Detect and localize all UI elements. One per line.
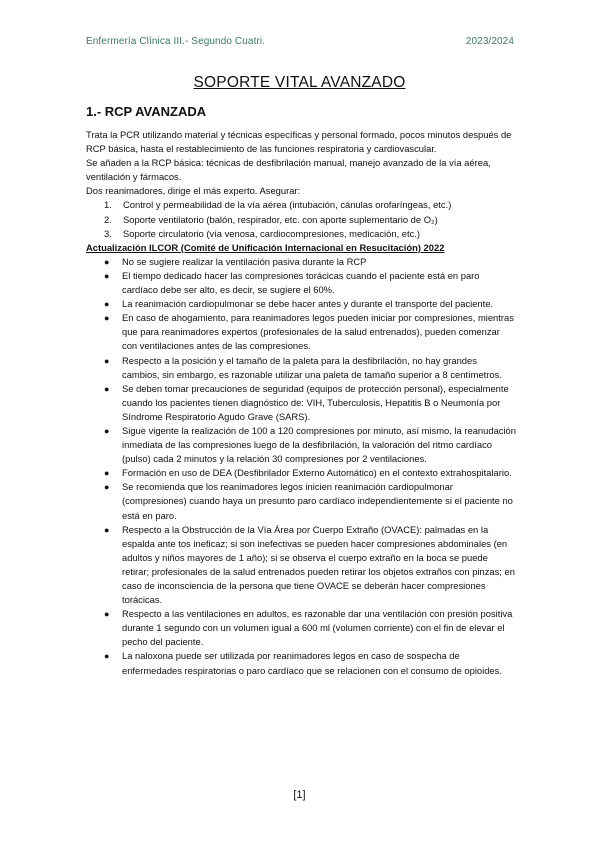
course-name: Enfermería Clínica III.- Segundo Cuatri.	[86, 36, 266, 47]
bullet-text: Formación en uso de DEA (Desfibrilador Externo Automático) en el contexto extrahospitalario.	[122, 467, 512, 479]
bullet-item	[86, 424, 516, 466]
bullet-icon: ●	[104, 313, 110, 324]
bullet-text: El tiempo dedicado hacer las compresiones torácicas cuando el paciente está en paro cardíaco debe ser alto, es decir, se sugiere el 60%.	[122, 269, 480, 296]
numbered-item	[86, 213, 516, 227]
document-title: SOPORTE VITAL AVANZADO	[193, 74, 406, 91]
bullet-icon: ●	[104, 468, 110, 479]
section-heading: 1.- RCP AVANZADA	[86, 104, 207, 119]
bullet-item	[86, 466, 516, 480]
bullet-text: Se deben tomar precauciones de seguridad (equipos de protección personal), especialmente cuando los pacientes tienen diagnóstico de: VIH, Tuberculosis, Hepatitis B o Neumonía por Síndrome Respiratorio Agudo Grave (SARS).	[122, 382, 509, 422]
bullet-list	[86, 255, 516, 678]
item-text: Soporte circulatorio (vía venosa, cardiocompresiones, medicación, etc.)	[123, 227, 421, 239]
bullet-text: La reanimación cardiopulmonar se debe hacer antes y durante el transporte del paciente.	[122, 298, 494, 310]
item-number: 1.	[104, 199, 112, 211]
page-header	[86, 36, 514, 47]
bullet-icon: ●	[104, 425, 110, 436]
page-number: [1]	[293, 789, 306, 801]
intro-paragraph-2: Se añaden a la RCP básica: técnicas de desfibrilación manual, manejo avanzado de la vía aérea, ventilación y fármacos.	[86, 157, 491, 183]
bullet-item	[86, 649, 516, 677]
academic-year: 2023/2024	[465, 36, 514, 47]
bullet-text: Respecto a la Obstrucción de la Vía Área por Cuerpo Extraño (OVACE): palmadas en la espalda ante tos ineficaz; si son inefectivas se pueden hacer compresiones abdominales (en adultos y niños mayores de 1 año); si se observa el cuerpo extraño en la boca se puede retirar; profesionales de la salud entrenados pueden retirar los objetos extraños con pinzas; en caso de inconsciencia de la persona que tiene OVACE se deberán hacer compresiones torácicas.	[122, 523, 515, 606]
bullet-icon: ●	[104, 524, 110, 535]
item-number: 2.	[104, 213, 112, 225]
update-heading: Actualización ILCOR (Comité de Unificación Internacional en Resucitación) 2022	[86, 241, 445, 253]
bullet-text: Respecto a la posición y el tamaño de la paleta para la desfibrilación, no hay grandes cambios, sin embargo, es razonable utilizar una paleta de tamaño superior a 8 centímetros.	[122, 354, 502, 380]
bullet-text: La naloxona puede ser utilizada por reanimadores legos en caso de sospecha de enfermedades respiratorias o paro cardíaco que se relacionen con el consumo de opioides.	[122, 650, 502, 676]
numbered-item	[86, 198, 516, 212]
bullet-item	[86, 255, 516, 269]
numbered-item	[86, 227, 516, 241]
intro-paragraph-3: Dos reanimadores, dirige el más experto. Asegurar:	[86, 185, 301, 197]
section-body	[86, 128, 516, 678]
bullet-icon: ●	[104, 651, 110, 662]
bullet-item	[86, 269, 516, 297]
bullet-item	[86, 523, 516, 608]
item-text: Soporte ventilatorio (balón, respirador, etc. con aporte suplementario de O₂)	[123, 213, 438, 225]
bullet-item	[86, 382, 516, 424]
intro-paragraph-1: Trata la PCR utilizando material y técnicas específicas y personal formado, pocos minutos después de RCP básica, hasta el restablecimiento de las funciones respiratoria y cardiovascular.	[86, 129, 512, 155]
bullet-text: Respecto a las ventilaciones en adultos, es razonable dar una ventilación con presión positiva durante 1 segundo con un volumen igual a 600 ml (volumen corriente) con el fin de elevar el pecho del paciente.	[122, 608, 513, 648]
item-number: 3.	[104, 227, 112, 239]
bullet-text: Se recomienda que los reanimadores legos inicien reanimación cardiopulmonar (compresiones) cuando haya un presunto paro cardíaco independientemente si el paciente no está en paro.	[122, 481, 513, 521]
bullet-text: En caso de ahogamiento, para reanimadores legos pueden iniciar por compresiones, mientras que para reanimadores expertos (profesionales de la salud entrenados), pueden comenzar con ventilaciones antes de las compresiones.	[122, 312, 514, 352]
item-text: Control y permeabilidad de la vía aérea (intubación, cánulas orofaríngeas, etc.)	[123, 199, 452, 211]
bullet-icon: ●	[104, 270, 110, 281]
numbered-list	[86, 198, 516, 240]
bullet-item	[86, 607, 516, 649]
bullet-icon: ●	[104, 256, 110, 267]
bullet-icon: ●	[104, 299, 110, 310]
bullet-item	[86, 480, 516, 522]
bullet-icon: ●	[104, 609, 110, 620]
bullet-icon: ●	[104, 355, 110, 366]
bullet-item	[86, 297, 516, 311]
bullet-text: Sigue vigente la realización de 100 a 120 compresiones por minuto, así mismo, la reanudación inmediata de las compresiones luego de la desfibrilación, la valoración del ritmo cardíaco (pulso) cada 2 minutos y la relación 30 compresiones por 2 ventilaciones.	[122, 424, 516, 465]
bullet-text: No se sugiere realizar la ventilación pasiva durante la RCP	[122, 255, 367, 267]
bullet-icon: ●	[104, 482, 110, 493]
bullet-item	[86, 311, 516, 353]
bullet-item	[86, 354, 516, 382]
bullet-icon: ●	[104, 383, 110, 394]
